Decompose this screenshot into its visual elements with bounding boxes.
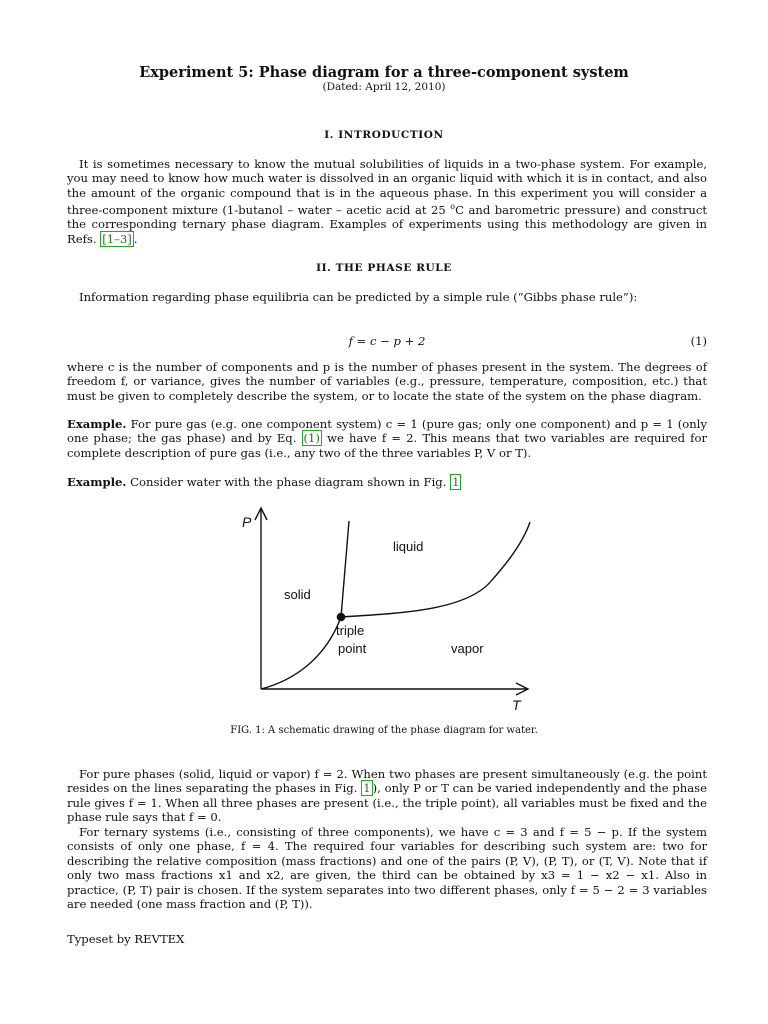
triple-point-marker (337, 613, 346, 622)
vaporization-curve (341, 522, 530, 617)
figure-link[interactable]: 1 (452, 475, 460, 489)
melting-curve (341, 521, 349, 617)
example-label: Example. (67, 475, 127, 489)
phase-rule-explanation: where c is the number of components and p is the number of phases present in the system. The degrees of freedom f, or variance, gives the number of variables (e.g., pressure, temperature, composition, etc.) that must be given to completely describe the system, or to locate the state of the system on the phase diagram. (67, 360, 707, 403)
equation-body: f = c − p + 2 (348, 334, 426, 348)
figure-caption: FIG. 1: A schematic drawing of the phase diagram for water. (230, 725, 538, 736)
example-paragraph-2: Example. Consider water with the phase diagram shown in Fig. 1 (67, 475, 460, 489)
paper-title: Experiment 5: Phase diagram for a three-component system (139, 64, 629, 81)
sublimation-curve (261, 617, 341, 689)
example-label: Example. (67, 417, 127, 431)
liquid-region-label: liquid (393, 539, 424, 554)
p-axis-label: P (242, 514, 252, 530)
figure-link[interactable]: 1 (363, 781, 371, 796)
equation-link[interactable]: (1) (303, 431, 320, 446)
dated-line: (Dated: April 12, 2010) (322, 81, 446, 93)
equation-number: (1) (690, 334, 707, 348)
body-paragraph-ternary: For ternary systems (i.e., consisting of three components), we have c = 3 and f = 5 − p. If the system consists of only one phase, f = 4. The required four variables for describing such system are: two for describing the relative composition (mass fractions) and one of the pairs (P, V), (P, T), or (T, V). Note that if only two mass fractions x1 and x2, are given, the third can be obtained by x3 = 1 − x2 − x1. Also in practice, (P, T) pair is chosen. If the system separates into two different phases, only f = 5 − 2 = 3 variables are needed (one mass fraction and (P, T)). (67, 825, 707, 912)
phase-diagram-figure (230, 500, 550, 715)
introduction-paragraph: It is sometimes necessary to know the mutual solubilities of liquids in a two-phase system. For example, you may need to know how much water is dissolved in an organic liquid with which it is in contact, and also the amount of the organic compound that is in the aqueous phase. In this experiment you will consider a three-component mixture (1-butanol – water – acetic acid at 25 $^o$C and barometric pressure) and construct the corresponding ternary phase diagram. Examples of experiments using this methodology are given in Refs. [1–3] . (67, 157, 707, 246)
typeset-footer: Typeset by REVTEX (67, 932, 185, 946)
vapor-region-label: vapor (451, 641, 484, 656)
phase-rule-lead: Information regarding phase equilibria can be predicted by a simple rule (“Gibbs phase rule”): (79, 290, 638, 304)
body-paragraph-pure-phases: For pure phases (solid, liquid or vapor) f = 2. When two phases are present simultaneously (e.g. the point resides on the lines separating the phases in Fig. 1 ), only P or T can be varied independently and the phase rule gives f = 1. When all three phases are present (i.e., the triple point), all variables must be fixed and the phase rule says that f = 0. (67, 767, 707, 825)
solid-region-label: solid (284, 587, 311, 602)
section-heading-phase-rule: II. THE PHASE RULE (316, 262, 452, 274)
section-heading-introduction: I. INTRODUCTION (324, 129, 444, 141)
t-axis-label: T (512, 697, 521, 713)
citation-link[interactable]: [1–3] (102, 231, 132, 246)
example-paragraph-1: Example. For pure gas (e.g. one component system) c = 1 (pure gas; only one component) and p = 1 (only one phase; the gas phase) and by Eq. (1) we have f = 2. This means that two variables are required for complete description of pure gas (i.e., any two of the three variables P, V or T). (67, 417, 707, 460)
triple-point-label-line1: triple (336, 623, 365, 638)
triple-point-label-line2: point (338, 641, 367, 656)
